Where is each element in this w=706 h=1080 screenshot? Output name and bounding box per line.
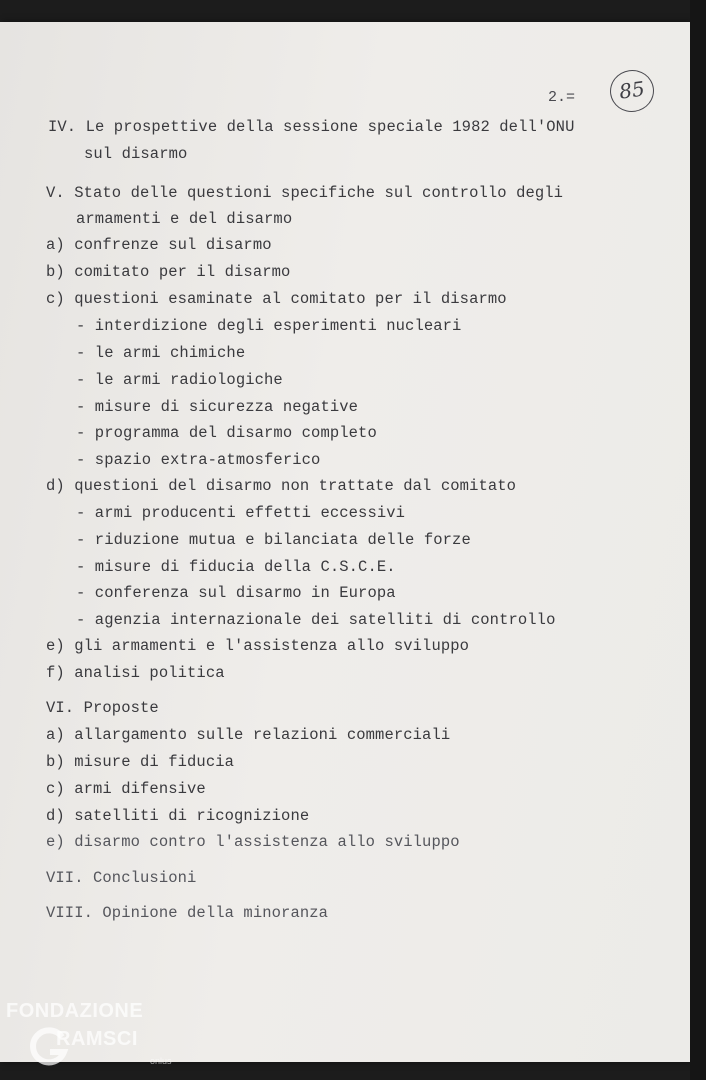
scanner-edge [690, 0, 706, 1080]
list-item: b) misure di fiducia [46, 753, 235, 771]
list-item: f) analisi politica [46, 664, 225, 682]
list-item: c) armi difensive [46, 780, 206, 798]
section-heading: VII. Conclusioni [46, 869, 197, 887]
section-heading: VI. Proposte [46, 699, 159, 717]
list-item: b) comitato per il disarmo [46, 263, 291, 281]
sub-list-item: - le armi radiologiche [76, 371, 283, 389]
section-heading-cont: sul disarmo [84, 145, 188, 163]
sub-list-item: - misure di fiducia della C.S.C.E. [76, 558, 396, 576]
list-item: d) satelliti di ricognizione [46, 807, 310, 825]
list-item: a) allargamento sulle relazioni commerciali [46, 726, 451, 744]
section-heading-cont: armamenti e del disarmo [76, 210, 293, 228]
sub-list-item: - conferenza sul disarmo in Europa [76, 584, 396, 602]
section-heading: IV. Le prospettive della sessione speciale 1982 dell'ONU [48, 118, 575, 136]
folio-stamp [607, 67, 656, 115]
sub-list-item: - riduzione mutua e bilanciata delle forze [76, 531, 471, 549]
watermark-suffix: onlus [150, 1056, 172, 1066]
document-page [0, 22, 690, 1062]
sub-list-item: - le armi chimiche [76, 344, 246, 362]
section-heading: V. Stato delle questioni specifiche sul controllo degli [46, 184, 564, 202]
list-item: d) questioni del disarmo non trattate dal comitato [46, 477, 517, 495]
section-heading: VIII. Opinione della minoranza [46, 904, 329, 922]
list-item: e) gli armamenti e l'assistenza allo sviluppo [46, 637, 470, 655]
folio-number: 85 [617, 76, 647, 104]
list-item: a) confrenze sul disarmo [46, 236, 272, 254]
list-item: e) disarmo contro l'assistenza allo sviluppo [46, 833, 460, 851]
sub-list-item: - misure di sicurezza negative [76, 398, 359, 416]
sub-list-item: - agenzia internazionale dei satelliti di controllo [76, 611, 556, 629]
sub-list-item: - interdizione degli esperimenti nucleari [76, 317, 462, 335]
watermark-logo [6, 1000, 196, 1080]
sub-list-item: - spazio extra-atmosferico [76, 451, 321, 469]
sub-list-item: - programma del disarmo completo [76, 424, 377, 442]
watermark-line2: RAMSCI [56, 1028, 138, 1050]
page-number: 2.= [548, 89, 576, 106]
watermark-line1: FONDAZIONE [6, 1000, 144, 1022]
list-item: c) questioni esaminate al comitato per il disarmo [46, 290, 507, 308]
sub-list-item: - armi producenti effetti eccessivi [76, 504, 406, 522]
